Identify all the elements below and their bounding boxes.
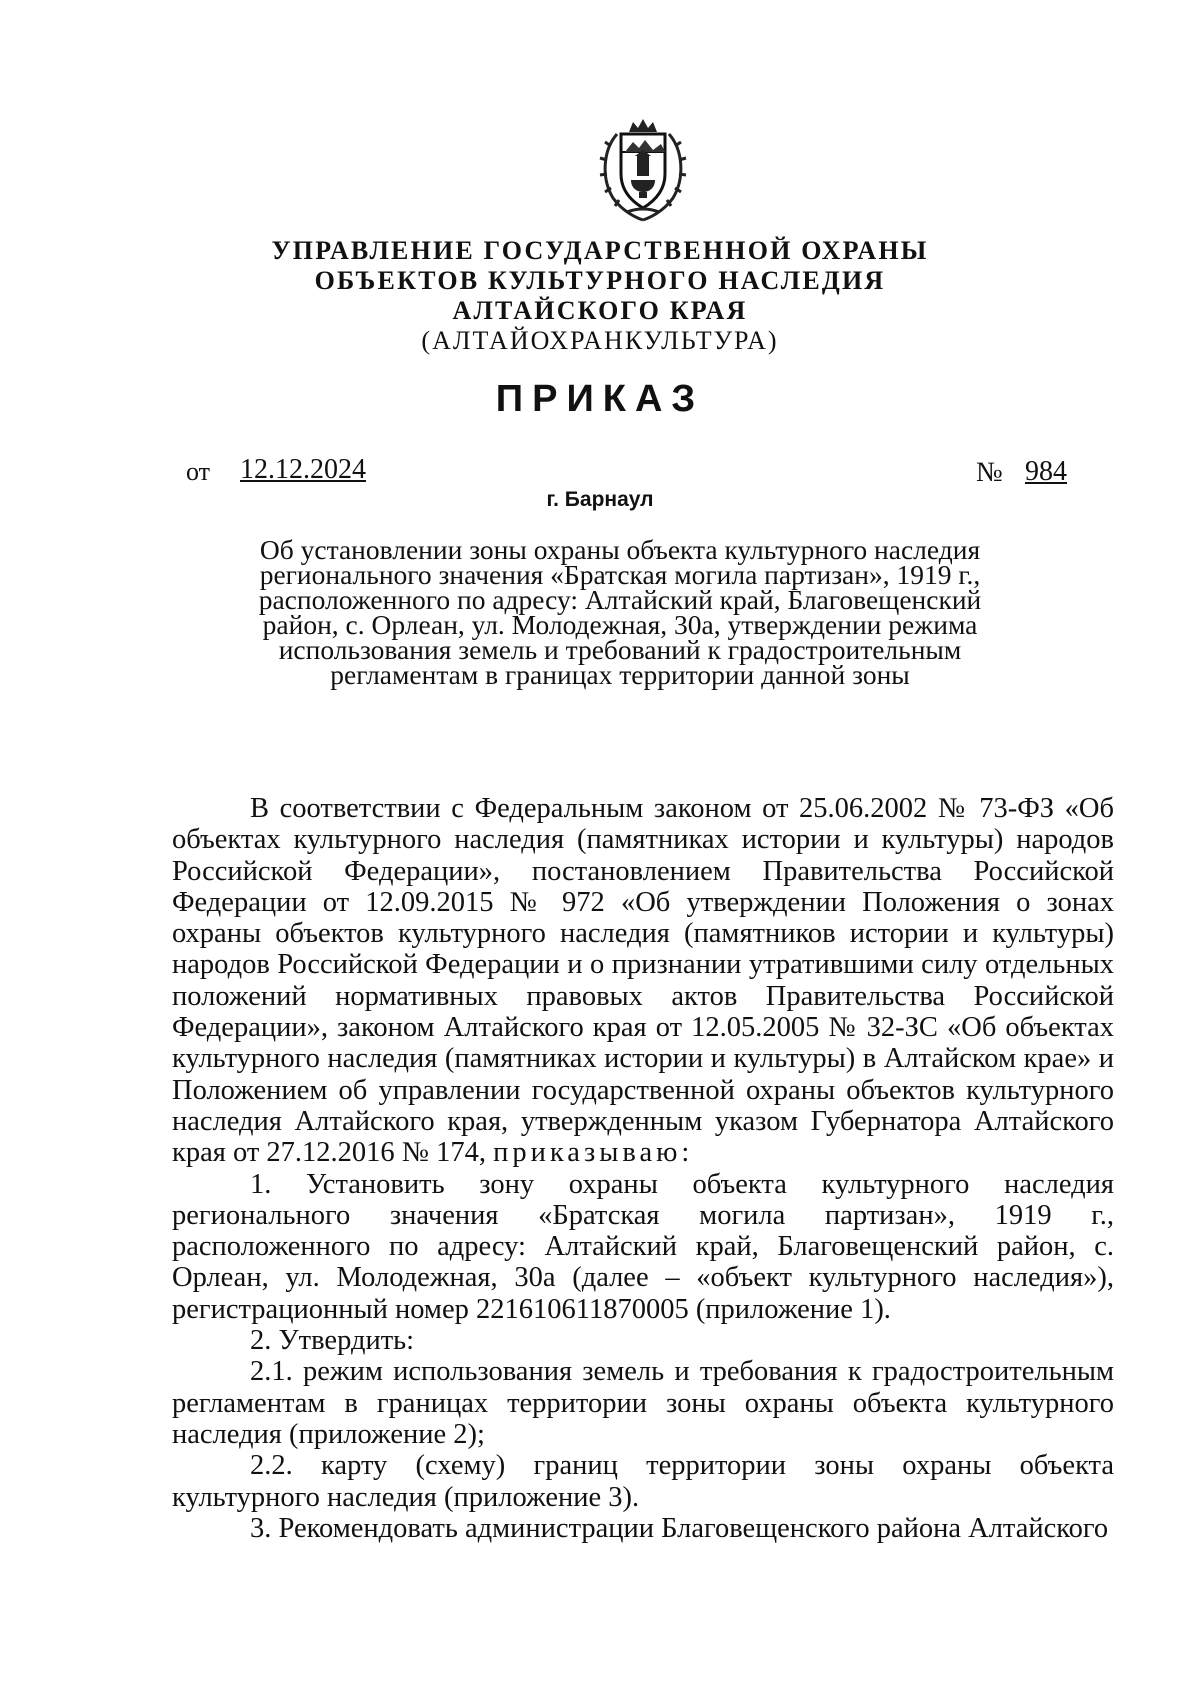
subject-line: район, с. Орлеан, ул. Молодежная, 30а, утверждении режима bbox=[262, 609, 978, 640]
subject-line: расположенного по адресу: Алтайский край, Благовещенский bbox=[258, 584, 982, 615]
item-2: 2. Утвердить: bbox=[250, 1325, 415, 1357]
preamble-paragraph bbox=[172, 793, 1114, 1169]
document-subject bbox=[250, 534, 990, 690]
org-name-line-2: ОБЪЕКТОВ КУЛЬТУРНОГО НАСЛЕДИЯ bbox=[314, 266, 886, 295]
city: г. Барнаул bbox=[546, 488, 654, 511]
org-short-name: (АЛТАЙОХРАНКУЛЬТУРА) bbox=[421, 326, 779, 355]
org-name-line-1: УПРАВЛЕНИЕ ГОСУДАРСТВЕННОЙ ОХРАНЫ bbox=[271, 236, 929, 265]
subject-line: использования земель и требований к градостроительным bbox=[278, 634, 962, 665]
document-body bbox=[172, 793, 1114, 1544]
subject-line: регламентам в границах территории данной зоны bbox=[330, 659, 910, 690]
subject-line: регионального значения «Братская могила партизан», 1919 г., bbox=[259, 559, 981, 590]
item-2-2: 2.2. карту (схему) границ территории зоны охраны объекта культурного наследия (приложение 3). bbox=[172, 1450, 1114, 1513]
item-2-1: 2.1. режим использования земель и требования к градостроительным регламентам в границах территории зоны охраны объекта культурного наследия (приложение 2); bbox=[172, 1356, 1114, 1450]
altai-krai-coat-of-arms-icon bbox=[597, 116, 689, 222]
item-1: 1. Установить зону охраны объекта культурного наследия регионального значения «Братская могила партизан», 1919 г., расположенного по адресу: Алтайский край, Благовещенский район, с. Орлеан, ул. Молодежная, 30а (далее – «объект культурного наследия»), регистрационный номер 221610611870005 (приложение 1). bbox=[172, 1168, 1114, 1325]
number-label: № bbox=[976, 457, 1003, 488]
date-label: от bbox=[186, 457, 211, 486]
org-name-line-3: АЛТАЙСКОГО КРАЯ bbox=[452, 296, 748, 325]
document-number: 984 bbox=[1025, 456, 1067, 487]
document-title: ПРИКАЗ bbox=[495, 378, 705, 420]
document-date: 12.12.2024 bbox=[240, 454, 366, 485]
preamble-text: В соответствии с Федеральным законом от 25.06.2002 № 73-ФЗ «Об объектах культурного наследия (памятниках истории и культуры) народов Российской Федерации», постановлением Правительства Российской Федерации от 12.09.2015 № 972 «Об утверждении Положения о зонах охраны объектов культурного наследия (памятников истории и культуры) народов Российской Федерации и о признании утратившими силу отдельных положений нормативных правовых актов Правительства Российской Федерации», законом Алтайского края от 12.05.2005 № 32-ЗС «Об объектах культурного наследия (памятниках истории и культуры) в Алтайском крае» и Положением об управлении государственной охраны объектов культурного наследия Алтайского края, утвержденным указом Губернатора Алтайского края от 27.12.2016 № 174, bbox=[172, 793, 1114, 1169]
item-3: 3. Рекомендовать администрации Благовещенского района Алтайского bbox=[250, 1512, 1109, 1544]
subject-line: Об установлении зоны охраны объекта культурного наследия bbox=[259, 534, 981, 565]
order-word: приказываю: bbox=[493, 1137, 694, 1169]
